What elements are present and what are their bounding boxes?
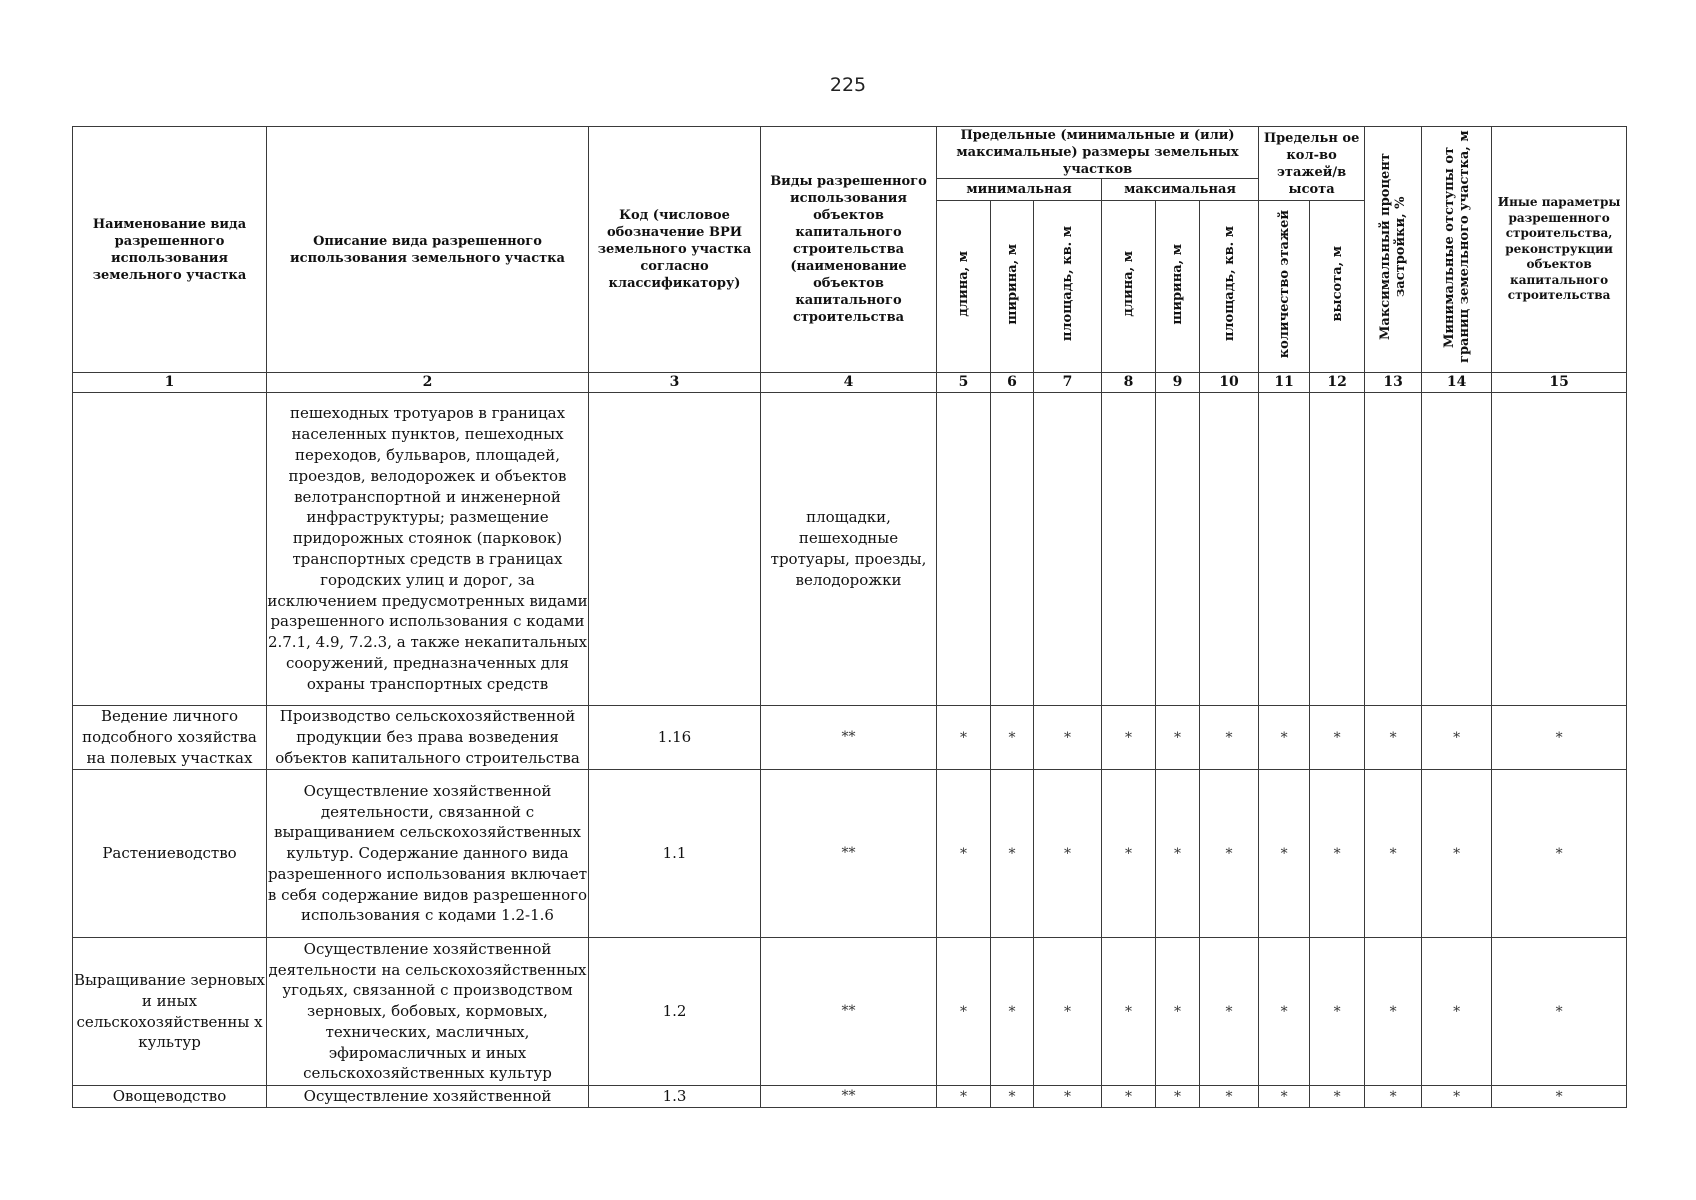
description-cell: пешеходных тротуаров в границах населенных пунктов, пешеходных переходов, бульваров, площадей, проездов, велодорожек и объектов велотранспортной и инженерной инфраструктуры; размещение придорожных стоянок (парковок) транспортных средств в границах городских улиц и дорог, за исключением предусмотренных видами разрешенного использования с кодами 2.7.1, 4.9, 7.2.3, а также некапитальных сооружений, предназначенных для охраны транспортных средств xyxy=(267,393,589,706)
header-min-area xyxy=(1034,201,1102,373)
objects-cell: площадки, пешеходные тротуары, проезды, велодорожки xyxy=(761,393,937,706)
column-number: 5 xyxy=(937,373,991,393)
code-cell: 1.16 xyxy=(589,706,761,770)
param-cell: * xyxy=(1259,938,1310,1086)
column-number: 12 xyxy=(1310,373,1365,393)
param-cell xyxy=(1156,393,1200,706)
header-max-length xyxy=(1102,201,1156,373)
param-cell: * xyxy=(1422,938,1492,1086)
param-cell: * xyxy=(1492,770,1627,938)
land-use-table xyxy=(72,126,1627,1108)
param-cell: * xyxy=(1310,938,1365,1086)
param-cell: * xyxy=(1156,1086,1200,1108)
param-cell xyxy=(1310,393,1365,706)
param-cell xyxy=(937,393,991,706)
header-min-area-label: площадь, кв. м xyxy=(1060,226,1075,342)
column-number: 14 xyxy=(1422,373,1492,393)
header-min-setbacks-label: Минимальные отступы от границ земельного участка, м xyxy=(1441,130,1472,364)
header-max-width xyxy=(1156,201,1200,373)
param-cell: * xyxy=(1422,770,1492,938)
header-min-width xyxy=(991,201,1034,373)
column-number: 7 xyxy=(1034,373,1102,393)
description-cell: Осуществление хозяйственной деятельности на сельскохозяйственных угодьях, связанной с производством зерновых, бобовых, кормовых, технических, масличных, эфиромасличных и иных сельскохозяйственных культур xyxy=(267,938,589,1086)
param-cell: * xyxy=(1259,706,1310,770)
param-cell: * xyxy=(1102,770,1156,938)
header-max-area-label: площадь, кв. м xyxy=(1221,226,1237,342)
table-row xyxy=(73,393,1627,706)
header-code: Код (числовое обозначение ВРИ земельного участка согласно классификатору) xyxy=(589,127,761,373)
param-cell: * xyxy=(937,706,991,770)
param-cell: * xyxy=(1310,706,1365,770)
header-min-length-label: длина, м xyxy=(956,251,971,317)
param-cell: * xyxy=(1200,938,1259,1086)
use-name-cell: Растениеводство xyxy=(73,770,267,938)
column-number: 3 xyxy=(589,373,761,393)
param-cell: * xyxy=(991,1086,1034,1108)
param-cell: * xyxy=(1034,770,1102,938)
param-cell: * xyxy=(1200,706,1259,770)
header-floor-count xyxy=(1259,201,1310,373)
column-number: 9 xyxy=(1156,373,1200,393)
param-cell xyxy=(1200,393,1259,706)
param-cell: * xyxy=(1365,706,1422,770)
param-cell: * xyxy=(1259,1086,1310,1108)
param-cell: * xyxy=(1034,1086,1102,1108)
param-cell: * xyxy=(1422,1086,1492,1108)
header-height xyxy=(1310,201,1365,373)
param-cell: * xyxy=(1492,1086,1627,1108)
header-max: максимальная xyxy=(1102,179,1259,201)
param-cell: * xyxy=(1365,770,1422,938)
param-cell: * xyxy=(991,770,1034,938)
param-cell: * xyxy=(1259,770,1310,938)
param-cell: * xyxy=(1102,706,1156,770)
header-capital-objects: Виды разрешенного использования объектов капитального строительства (наименование объектов капитального строительства xyxy=(761,127,937,373)
param-cell: * xyxy=(1102,1086,1156,1108)
param-cell: * xyxy=(1156,770,1200,938)
param-cell: * xyxy=(1365,938,1422,1086)
param-cell: * xyxy=(1200,1086,1259,1108)
header-use-name: Наименование вида разрешенного использования земельного участка xyxy=(73,127,267,373)
code-cell xyxy=(589,393,761,706)
header-min: минимальная xyxy=(937,179,1102,201)
use-name-cell: Ведение личного подсобного хозяйства на полевых участках xyxy=(73,706,267,770)
column-number: 8 xyxy=(1102,373,1156,393)
param-cell: * xyxy=(991,706,1034,770)
column-number: 11 xyxy=(1259,373,1310,393)
param-cell: * xyxy=(1200,770,1259,938)
param-cell xyxy=(1102,393,1156,706)
header-description: Описание вида разрешенного использования земельного участка xyxy=(267,127,589,373)
header-floors-height: Предельн ое кол-во этажей/в ысота xyxy=(1259,127,1365,201)
header-max-build-percent xyxy=(1365,127,1422,373)
param-cell: * xyxy=(1310,770,1365,938)
header-height-label: высота, м xyxy=(1329,246,1345,322)
param-cell xyxy=(1422,393,1492,706)
table-row xyxy=(73,938,1627,1086)
objects-cell: ** xyxy=(761,706,937,770)
use-name-cell xyxy=(73,393,267,706)
param-cell: * xyxy=(1156,938,1200,1086)
objects-cell: ** xyxy=(761,770,937,938)
objects-cell: ** xyxy=(761,1086,937,1108)
param-cell: * xyxy=(937,770,991,938)
header-floor-count-label: количество этажей xyxy=(1276,209,1292,359)
param-cell xyxy=(1365,393,1422,706)
param-cell xyxy=(1034,393,1102,706)
param-cell: * xyxy=(991,938,1034,1086)
param-cell: * xyxy=(1102,938,1156,1086)
param-cell: * xyxy=(1492,938,1627,1086)
param-cell xyxy=(1259,393,1310,706)
table-row xyxy=(73,1086,1627,1108)
table-row xyxy=(73,770,1627,938)
code-cell: 1.2 xyxy=(589,938,761,1086)
header-min-length xyxy=(937,201,991,373)
param-cell xyxy=(991,393,1034,706)
param-cell: * xyxy=(1310,1086,1365,1108)
param-cell xyxy=(1492,393,1627,706)
table-row xyxy=(73,706,1627,770)
param-cell: * xyxy=(1034,706,1102,770)
param-cell: * xyxy=(1034,938,1102,1086)
code-cell: 1.3 xyxy=(589,1086,761,1108)
param-cell: * xyxy=(1492,706,1627,770)
page-number: 225 xyxy=(829,74,867,96)
description-cell: Осуществление хозяйственной xyxy=(267,1086,589,1108)
param-cell: * xyxy=(1156,706,1200,770)
header-plot-sizes: Предельные (минимальные и (или) максимальные) размеры земельных участков xyxy=(937,127,1259,179)
description-cell: Осуществление хозяйственной деятельности, связанной с выращиванием сельскохозяйственных культур. Содержание данного вида разрешенного использования включает в себя содержание видов разрешенного использования с кодами 1.2-1.6 xyxy=(267,770,589,938)
param-cell: * xyxy=(1422,706,1492,770)
code-cell: 1.1 xyxy=(589,770,761,938)
description-cell: Производство сельскохозяйственной продукции без права возведения объектов капитального строительства xyxy=(267,706,589,770)
use-name-cell: Овощеводство xyxy=(73,1086,267,1108)
column-number: 6 xyxy=(991,373,1034,393)
header-min-width-label: ширина, м xyxy=(1004,243,1020,325)
column-number: 10 xyxy=(1200,373,1259,393)
objects-cell: ** xyxy=(761,938,937,1086)
column-number: 2 xyxy=(267,373,589,393)
column-numbers-row xyxy=(73,373,1627,393)
column-number: 15 xyxy=(1492,373,1627,393)
header-other-params: Иные параметры разрешенного строительства, реконструкции объектов капитального строительства xyxy=(1492,127,1627,373)
header-min-setbacks xyxy=(1422,127,1492,373)
header-max-area xyxy=(1200,201,1259,373)
param-cell: * xyxy=(937,938,991,1086)
column-number: 1 xyxy=(73,373,267,393)
param-cell: * xyxy=(1365,1086,1422,1108)
header-max-width-label: ширина, м xyxy=(1170,243,1185,325)
header-max-build-percent-label: Максимальный процент застройки, % xyxy=(1378,153,1409,341)
header-max-length-label: длина, м xyxy=(1121,251,1136,317)
use-name-cell: Выращивание зерновых и иных сельскохозяйственны х культур xyxy=(73,938,267,1086)
column-number: 4 xyxy=(761,373,937,393)
column-number: 13 xyxy=(1365,373,1422,393)
param-cell: * xyxy=(937,1086,991,1108)
